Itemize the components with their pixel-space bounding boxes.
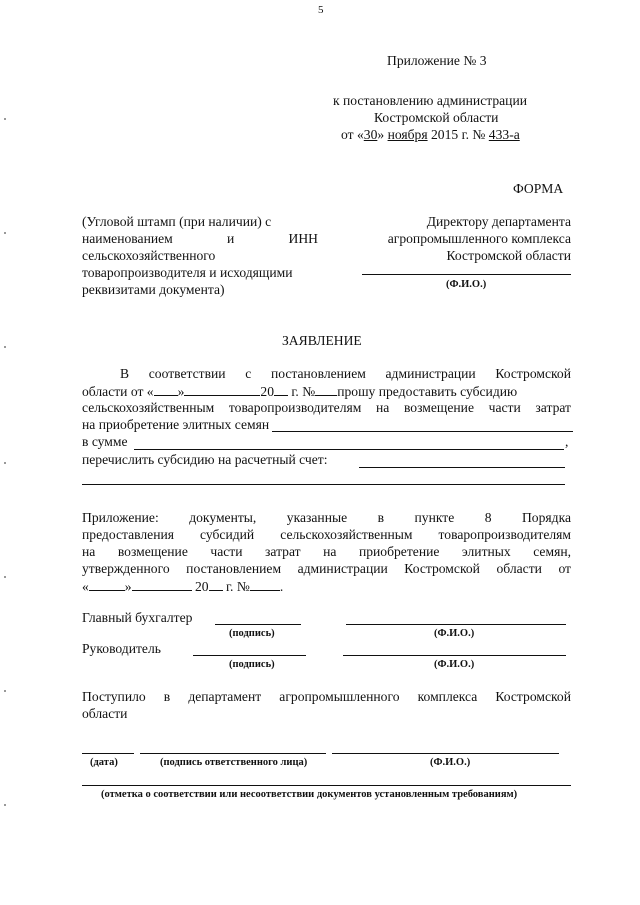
received-fio-field[interactable] [332,753,559,754]
head-signature-label: (подпись) [229,659,275,670]
body-day-field[interactable] [154,383,178,396]
body-line6: перечислить субсидию на расчетный счет: [82,452,328,467]
body-line2: области от « » 20 г. № прошу предоставить субсидию [82,384,518,399]
received-date-field[interactable] [82,753,134,754]
stamp-line2: наименованием и ИНН [82,231,318,246]
addressee-fio-label: (Ф.И.О.) [446,279,487,290]
attachment-year-field[interactable] [209,578,223,591]
appendix-day: 30 [363,127,378,142]
appendix-title: Приложение № 3 [387,53,487,68]
appendix-month: ноября [387,127,428,142]
attachment-line2: предоставления субсидий сельскохозяйственным товаропроизводителям [82,527,571,542]
form-label: ФОРМА [513,181,564,196]
accountant-signature-label: (подпись) [229,628,275,639]
head-label: Руководитель [82,641,161,656]
addressee-line2: агропромышленного комплекса [387,231,571,246]
scan-dot [4,118,6,120]
attachment-number-field[interactable] [250,578,280,591]
received-date-label: (дата) [90,757,118,768]
amount-comma: , [565,434,569,449]
accountant-label: Главный бухгалтер [82,610,193,625]
addressee-line3: Костромской области [446,248,571,263]
body-year-field[interactable] [274,383,288,396]
account-field-continued[interactable] [82,484,565,485]
attachment-month-field[interactable] [132,578,192,591]
seeds-field[interactable] [272,431,573,432]
accountant-signature-field[interactable] [215,624,301,625]
body-number-field[interactable] [315,383,337,396]
received-signature-field[interactable] [140,753,326,754]
received-fio-label: (Ф.И.О.) [430,757,471,768]
statement-heading: ЗАЯВЛЕНИЕ [282,333,362,348]
body-line5: в сумме [82,434,128,449]
attachment-day-field[interactable] [89,578,125,591]
scan-dot [4,804,6,806]
accountant-fio-label: (Ф.И.О.) [434,628,475,639]
received-signature-label: (подпись ответственного лица) [160,757,308,768]
appendix-line2: Костромской области [374,110,499,125]
stamp-line1: (Угловой штамп (при наличии) с [82,214,272,229]
appendix-date: от «30» ноября 2015 г. № 433-а [341,127,520,142]
amount-field[interactable] [134,449,564,450]
stamp-line5: реквизитами документа) [82,282,225,297]
head-fio-field[interactable] [343,655,566,656]
body-line3: сельскохозяйственным товаропроизводителям на возмещение части затрат [82,400,571,415]
attachment-line5: « » 20 г. № . [82,579,284,594]
head-fio-label: (Ф.И.О.) [434,659,475,670]
received-line2: области [82,706,128,721]
body-line1: В соответствии с постановлением администрации Костромской [120,366,571,381]
attachment-line4: утвержденного постановлением администрации Костромской области от [82,561,571,576]
addressee-name-line[interactable] [362,274,571,275]
addressee-line1: Директору департамента [426,214,571,229]
scan-dot [4,462,6,464]
body-line4: на приобретение элитных семян [82,417,270,432]
compliance-note-label: (отметка о соответствии или несоответствии документов установленным требованиям) [101,789,518,800]
received-line1: Поступило в департамент агропромышленного комплекса Костромской [82,689,571,704]
stamp-line4: товаропроизводителя и исходящими [82,265,293,280]
page-number: 5 [318,4,324,16]
scan-dot [4,690,6,692]
scan-dot [4,232,6,234]
stamp-line3: сельскохозяйственного [82,248,216,263]
scan-dot [4,346,6,348]
body-month-field[interactable] [184,383,260,396]
account-field[interactable] [359,467,565,468]
appendix-number: 433-а [488,127,520,142]
appendix-line1: к постановлению администрации [333,93,527,108]
accountant-fio-field[interactable] [346,624,566,625]
attachment-line3: на возмещение части затрат на приобретение элитных семян, [82,544,571,559]
head-signature-field[interactable] [193,655,306,656]
compliance-note-field[interactable] [82,785,571,786]
attachment-line1: Приложение: документы, указанные в пункте 8 Порядка [82,510,571,525]
scan-dot [4,576,6,578]
